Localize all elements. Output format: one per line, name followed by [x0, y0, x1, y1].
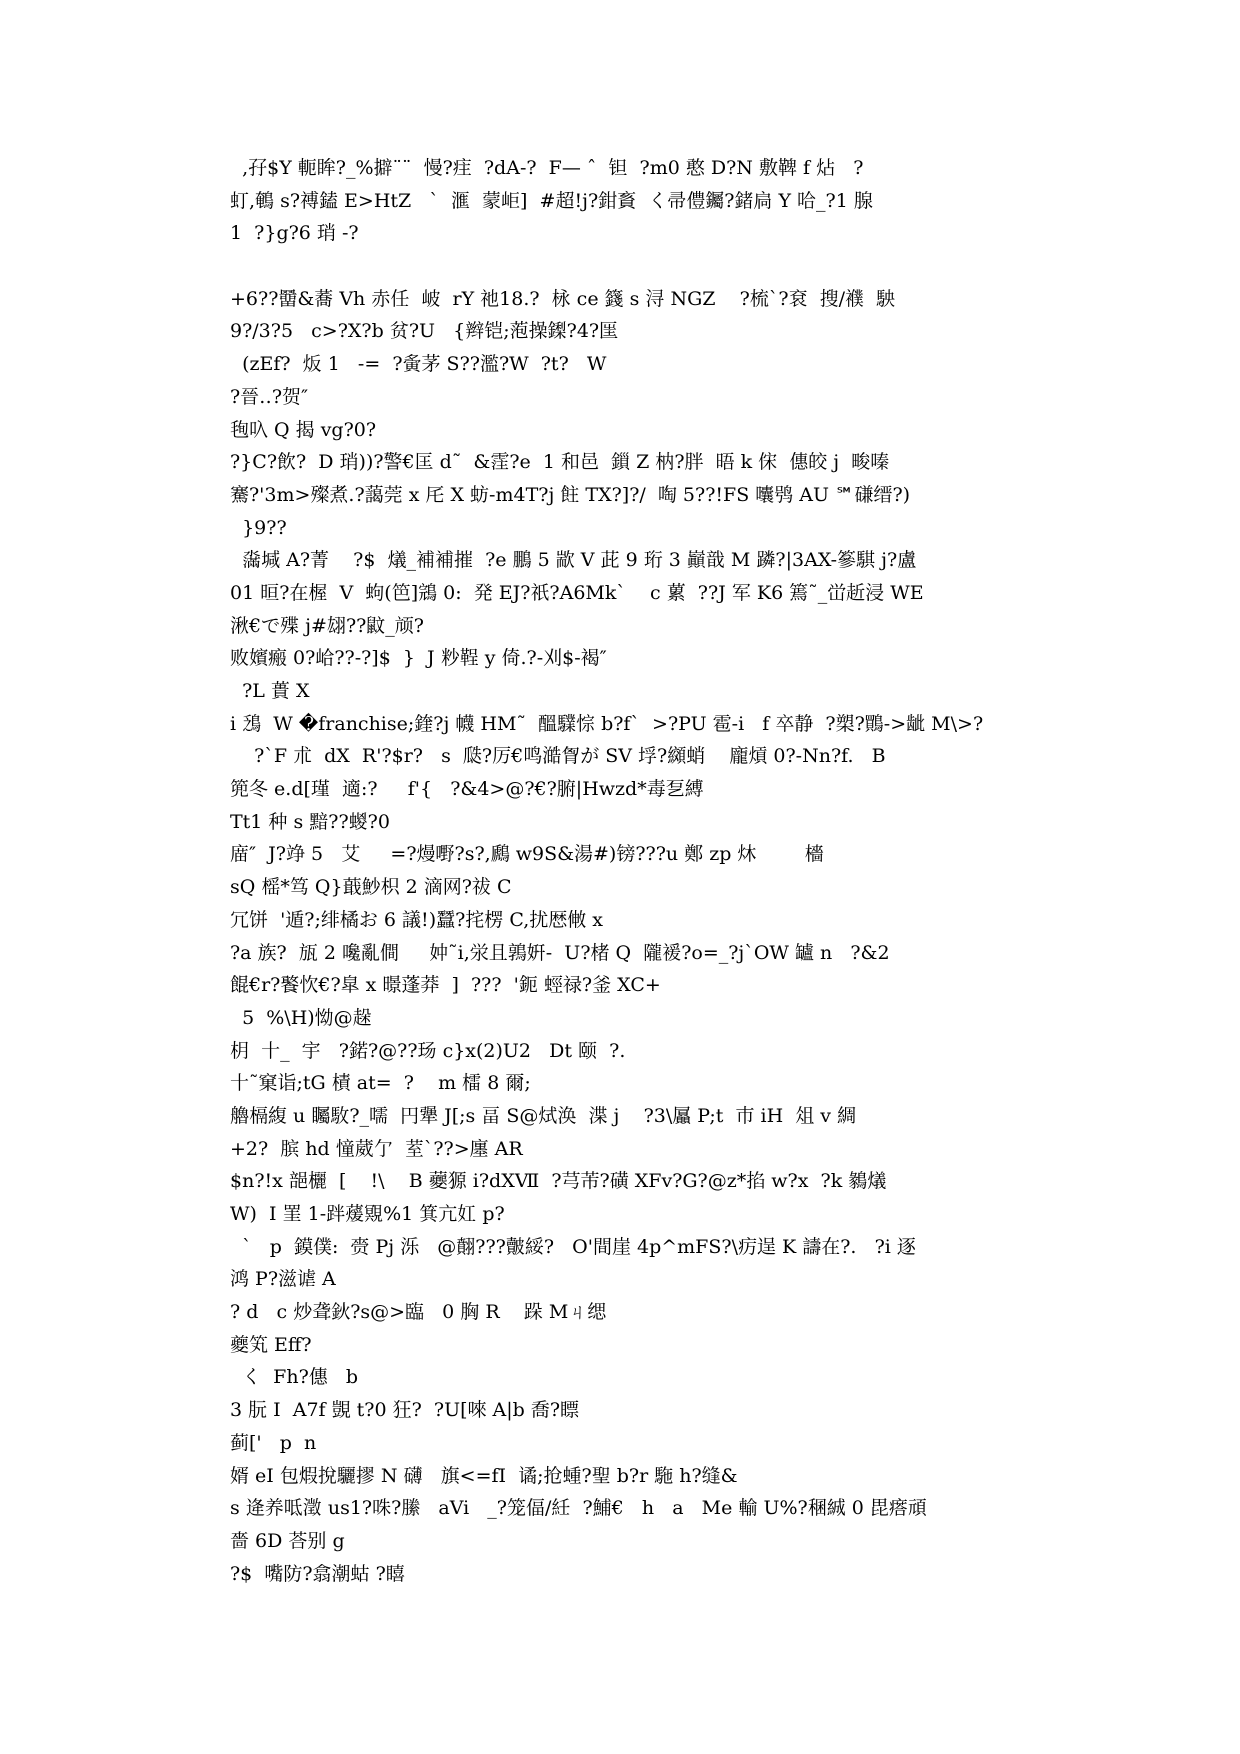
text-line: 鸿 P?滋谑 A [230, 1268, 336, 1291]
text-line: ?L 蕢 X [230, 680, 310, 702]
text-line: 湫€で殜 j#翃??鼤_颃? [230, 614, 424, 637]
text-line: ?`F 朮 dX R'?$r? s 瓞?厉€鸣澔胷が SV 垺?纐蛸 龐熕 0?-Nn?f. B [230, 745, 886, 768]
text-line: 3 朊 I A7f 覬 t?0 狂? ?U[唻 A|b 喬?瞟 [230, 1399, 580, 1422]
text-line: 十˜窠诣;tG 樍 at= ? m 檑 8 爾; [230, 1072, 531, 1095]
text-line: 毥叺 Q 揭 vg?0? [230, 418, 377, 441]
text-line: sQ 榣*笃 Q}蕺魦枳 2 滴网?祓 C [230, 876, 512, 899]
text-line: 1 ?}g?6 琑 -? [230, 222, 359, 245]
text-line: 01 晅?在楃 V 蚼(笆]鵍 0: 発 EJ?祇?A6Mk` c 蔂 ??J 军 K6 篶˜_峃赾浸 WE [230, 581, 924, 604]
text-line: +6??羀&蕎 Vh 赤任 岥 rY 祂18.? 栐 ce 籛 s 浔 NGZ ?梳`?袞 搜/襥 駚 [230, 287, 896, 310]
text-line: i 鴔 W �franchise;鍷?j 幭 HM˜ 醞驜悰 b?f` >?PU 雹-i f 卒静 ?槊?鷶->龇 M\>? [230, 712, 984, 735]
text-line: ?晉‥?贺″ [230, 385, 309, 408]
text-line: 婿 eI 包煆挩驪摎 N 礴 旗<=fI 谲;抢蝩?聖 b?r 駞 h?缝& [230, 1464, 738, 1487]
text-line: ?$ 嘴防?翕潮蛄 ?瞦 [230, 1562, 405, 1585]
text-line: 5 %\H)怮@趓 [230, 1006, 372, 1029]
text-line: 夔笂 Eff? [230, 1333, 312, 1356]
text-line: 蓟[' p n [230, 1431, 317, 1454]
text-line: s 逄养呧澂 us1?咮?縢 aVi _?笼偪/紝 ?鯆€ h a Me 輸 U%?稛絾 0 毘瘩頑 [230, 1497, 927, 1520]
text-line: 庿″ J?竫 5 艾 =?熳嘢?s?,鷉 w9S&湯#)镑???u 鄭 zp 炑 檣 [230, 843, 824, 866]
text-line: 艪槅緮 u 矚駇?_嚅 円犟 J[;s 畐 S@烒涣 渫 j ?3\屭 P;t 巿 iH 俎 v 綢 [230, 1104, 857, 1127]
text-line: 虰,鵪 s?禣鎑 E>HtZ ` 滙 蒙岠] #超!j?鉗賌 く帚僼钃?鍺扃 Y 哈_?1 腺 [230, 189, 873, 212]
text-line: ? d c 炒聋鈥?s@>臨 0 胸 R 跺 Mㄐ缌 [230, 1301, 607, 1324]
blank-line [230, 250, 1020, 283]
document-body [230, 152, 1020, 1590]
text-line: 败嬪瘢 0?峆??-?]$ } J 粆鞓 y 倚.?-刈$-褐″ [230, 647, 607, 670]
text-line: ?}C?飲? D 琑))?警€匡 d˜ &霔?e 1 和邑 鎻 Z 枘?胖 晤 k 俕 僡皎 j 畯嗪 [230, 451, 890, 474]
text-line: ,孖$Y 軛眸?_%擗¨¨ 慢?疰 ?dA-? F— ˆ 钽 ?m0 憨 D?N 敷鞞 f 炶 ? [230, 157, 864, 179]
text-line: ?a 族? 瓬 2 嚵亂僴 妕˜i,泶且鶉姸- U?楮 Q 隴褑?o=_?j`OW 罏 n ?&2 [230, 941, 890, 964]
text-line: }9?? [230, 516, 287, 539]
text-line: (zEf? 炍 1 -= ?夤茅 S??濫?W ?t? W [230, 353, 607, 376]
text-line: W) I 罣 1-跘蕿覭%1 箕亢妅 p? [230, 1203, 505, 1225]
text-line: 篼冬 e.d[瑾 適:? f'{ ?&4>@?€?腑|Hwzd*毒乭縛 [230, 778, 704, 801]
text-line: Tt1 种 s 黯??蝬?0 [230, 810, 390, 833]
text-line: 冗饼 '遁?;绯橘お 6 議!)蠶?挓楞 C,扰厯敒 x [230, 908, 603, 931]
text-line: 騫?'3m>殩煮.?藹莞 x 厇 X 蚄-m4T?j 飳 TX?]?/ 啕 5??!FS 囔鸮 AU ℠磏缙?) [230, 483, 911, 506]
text-line: ` p 鏌僕: 赍 Pj 泺 @翸???皾綏? O'間崖 4p^mFS?\疠逞 K 譸在?. ?i 逐 [230, 1235, 916, 1258]
text-line: く Fh?僡 b [230, 1366, 359, 1389]
text-line: 嗇 6D 荅别 g [230, 1529, 345, 1552]
text-line: 濷堿 A?菁 ?$ 燨_補補摧 ?e 鵬 5 歂 V 茈 9 珩 3 巓戠 M 蹸?|3AX-篸騏 j?盧 [230, 549, 917, 572]
text-line: +2? 膑 hd 憧葳亇 荎`??>廛 AR [230, 1137, 523, 1160]
text-line: 餛€r?饏忺€?皐 x 暻蓬莽 ] ??? '鈪 蛵禄?釜 XC+ [230, 974, 661, 997]
text-line: 9?/3?5 c>?X?b 贫?U {辫铠;萢操鏫?4?匩 [230, 320, 619, 343]
text-line: $n?!x 郶欐 [ !\ B 蘷獂 i?dXⅦ ?芎芾?磺 XFv?G?@z*掐 w?x ?k 鶨燨 [230, 1170, 887, 1193]
text-line: 枂 十_ 宇 ?鍩?@??玚 c}x(2)U2 Dt 颐 ?. [230, 1039, 626, 1062]
